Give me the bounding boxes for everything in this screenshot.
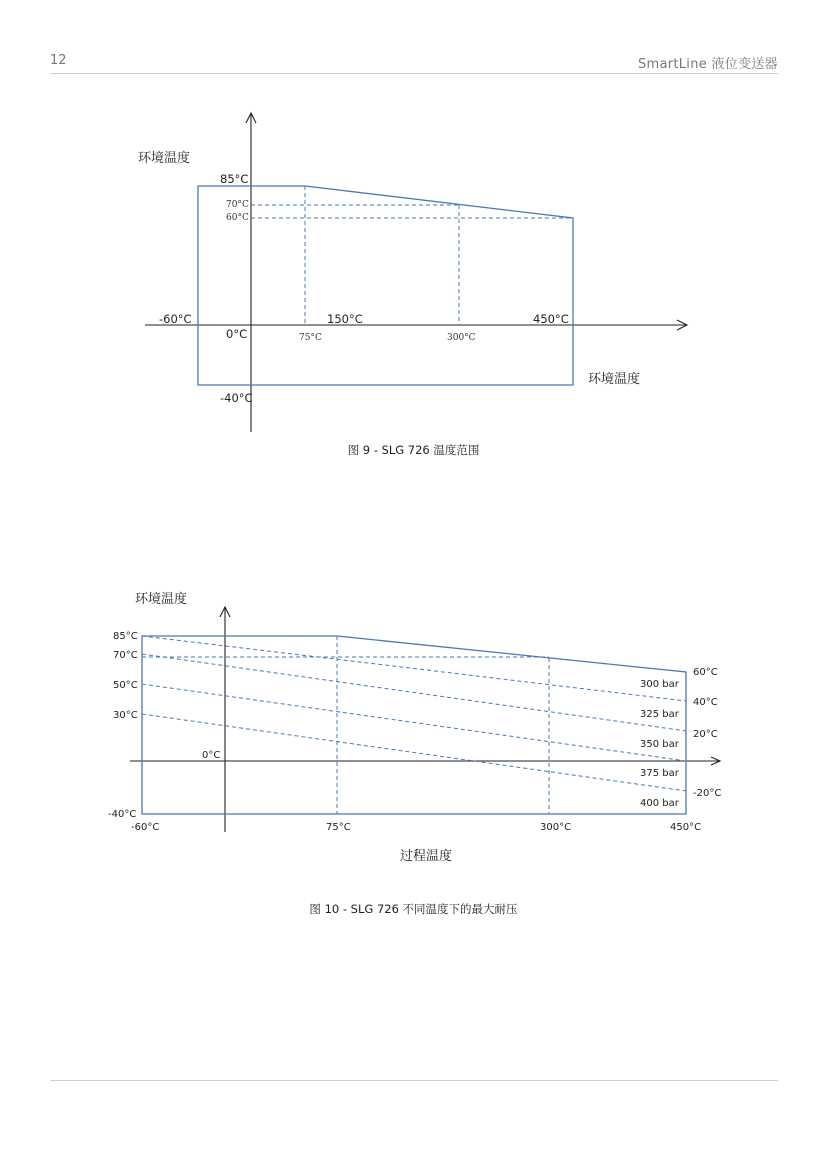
left-label: 50°C: [113, 680, 138, 691]
x-axis-label: 环境温度: [588, 372, 641, 387]
label-450c: 450°C: [533, 312, 569, 326]
figure-10-caption: 图 10 - SLG 726 不同温度下的最大耐压: [309, 902, 518, 916]
derating-line-3: [142, 684, 686, 761]
left-label: 85°C: [113, 631, 138, 642]
label-minus60c: -60°C: [159, 312, 192, 326]
label-origin: 0°C: [226, 327, 248, 341]
left-label: -40°C: [108, 809, 137, 820]
pressure-label: 325 bar: [640, 709, 679, 720]
label-75c: 75°C: [299, 333, 322, 343]
y-axis-label: 环境温度: [135, 592, 188, 607]
right-label: 60°C: [693, 667, 718, 678]
label-300c: 300°C: [447, 333, 476, 343]
figure-10-max-pressure: [0, 585, 827, 870]
bottom-label: 300°C: [540, 822, 572, 833]
pressure-label: 400 bar: [640, 798, 679, 809]
footer-rule: [50, 1080, 778, 1081]
pressure-label: 375 bar: [640, 768, 679, 779]
x-axis-label: 过程温度: [400, 849, 453, 864]
operating-envelope: [198, 186, 573, 385]
bottom-label: 75°C: [326, 822, 351, 833]
left-label: 70°C: [113, 650, 138, 661]
derating-line-4: [142, 714, 686, 791]
label-minus40c: -40°C: [220, 391, 253, 405]
operating-envelope: [142, 636, 686, 814]
derating-line-1: [142, 636, 686, 701]
right-label: -20°C: [693, 788, 722, 799]
pressure-label: 300 bar: [640, 679, 679, 690]
label-85c: 85°C: [220, 172, 249, 186]
label-150c: 150°C: [327, 312, 363, 326]
label-origin: 0°C: [202, 750, 221, 761]
header-rule: [50, 73, 778, 74]
label-60c: 60°C: [226, 213, 249, 223]
figure-9-caption: 图 9 - SLG 726 温度范围: [347, 443, 480, 457]
pressure-label: 350 bar: [640, 739, 679, 750]
derating-line-2: [142, 654, 686, 731]
right-label: 40°C: [693, 697, 718, 708]
left-label: 30°C: [113, 710, 138, 721]
page-number: 12: [50, 53, 67, 68]
label-70c: 70°C: [226, 200, 249, 210]
right-label: 20°C: [693, 729, 718, 740]
bottom-label: 450°C: [670, 822, 702, 833]
bottom-label: -60°C: [131, 822, 160, 833]
figure-9-temperature-range: [0, 100, 827, 445]
document-title: SmartLine 液位变送器: [637, 57, 778, 72]
y-axis-label: 环境温度: [138, 151, 191, 166]
